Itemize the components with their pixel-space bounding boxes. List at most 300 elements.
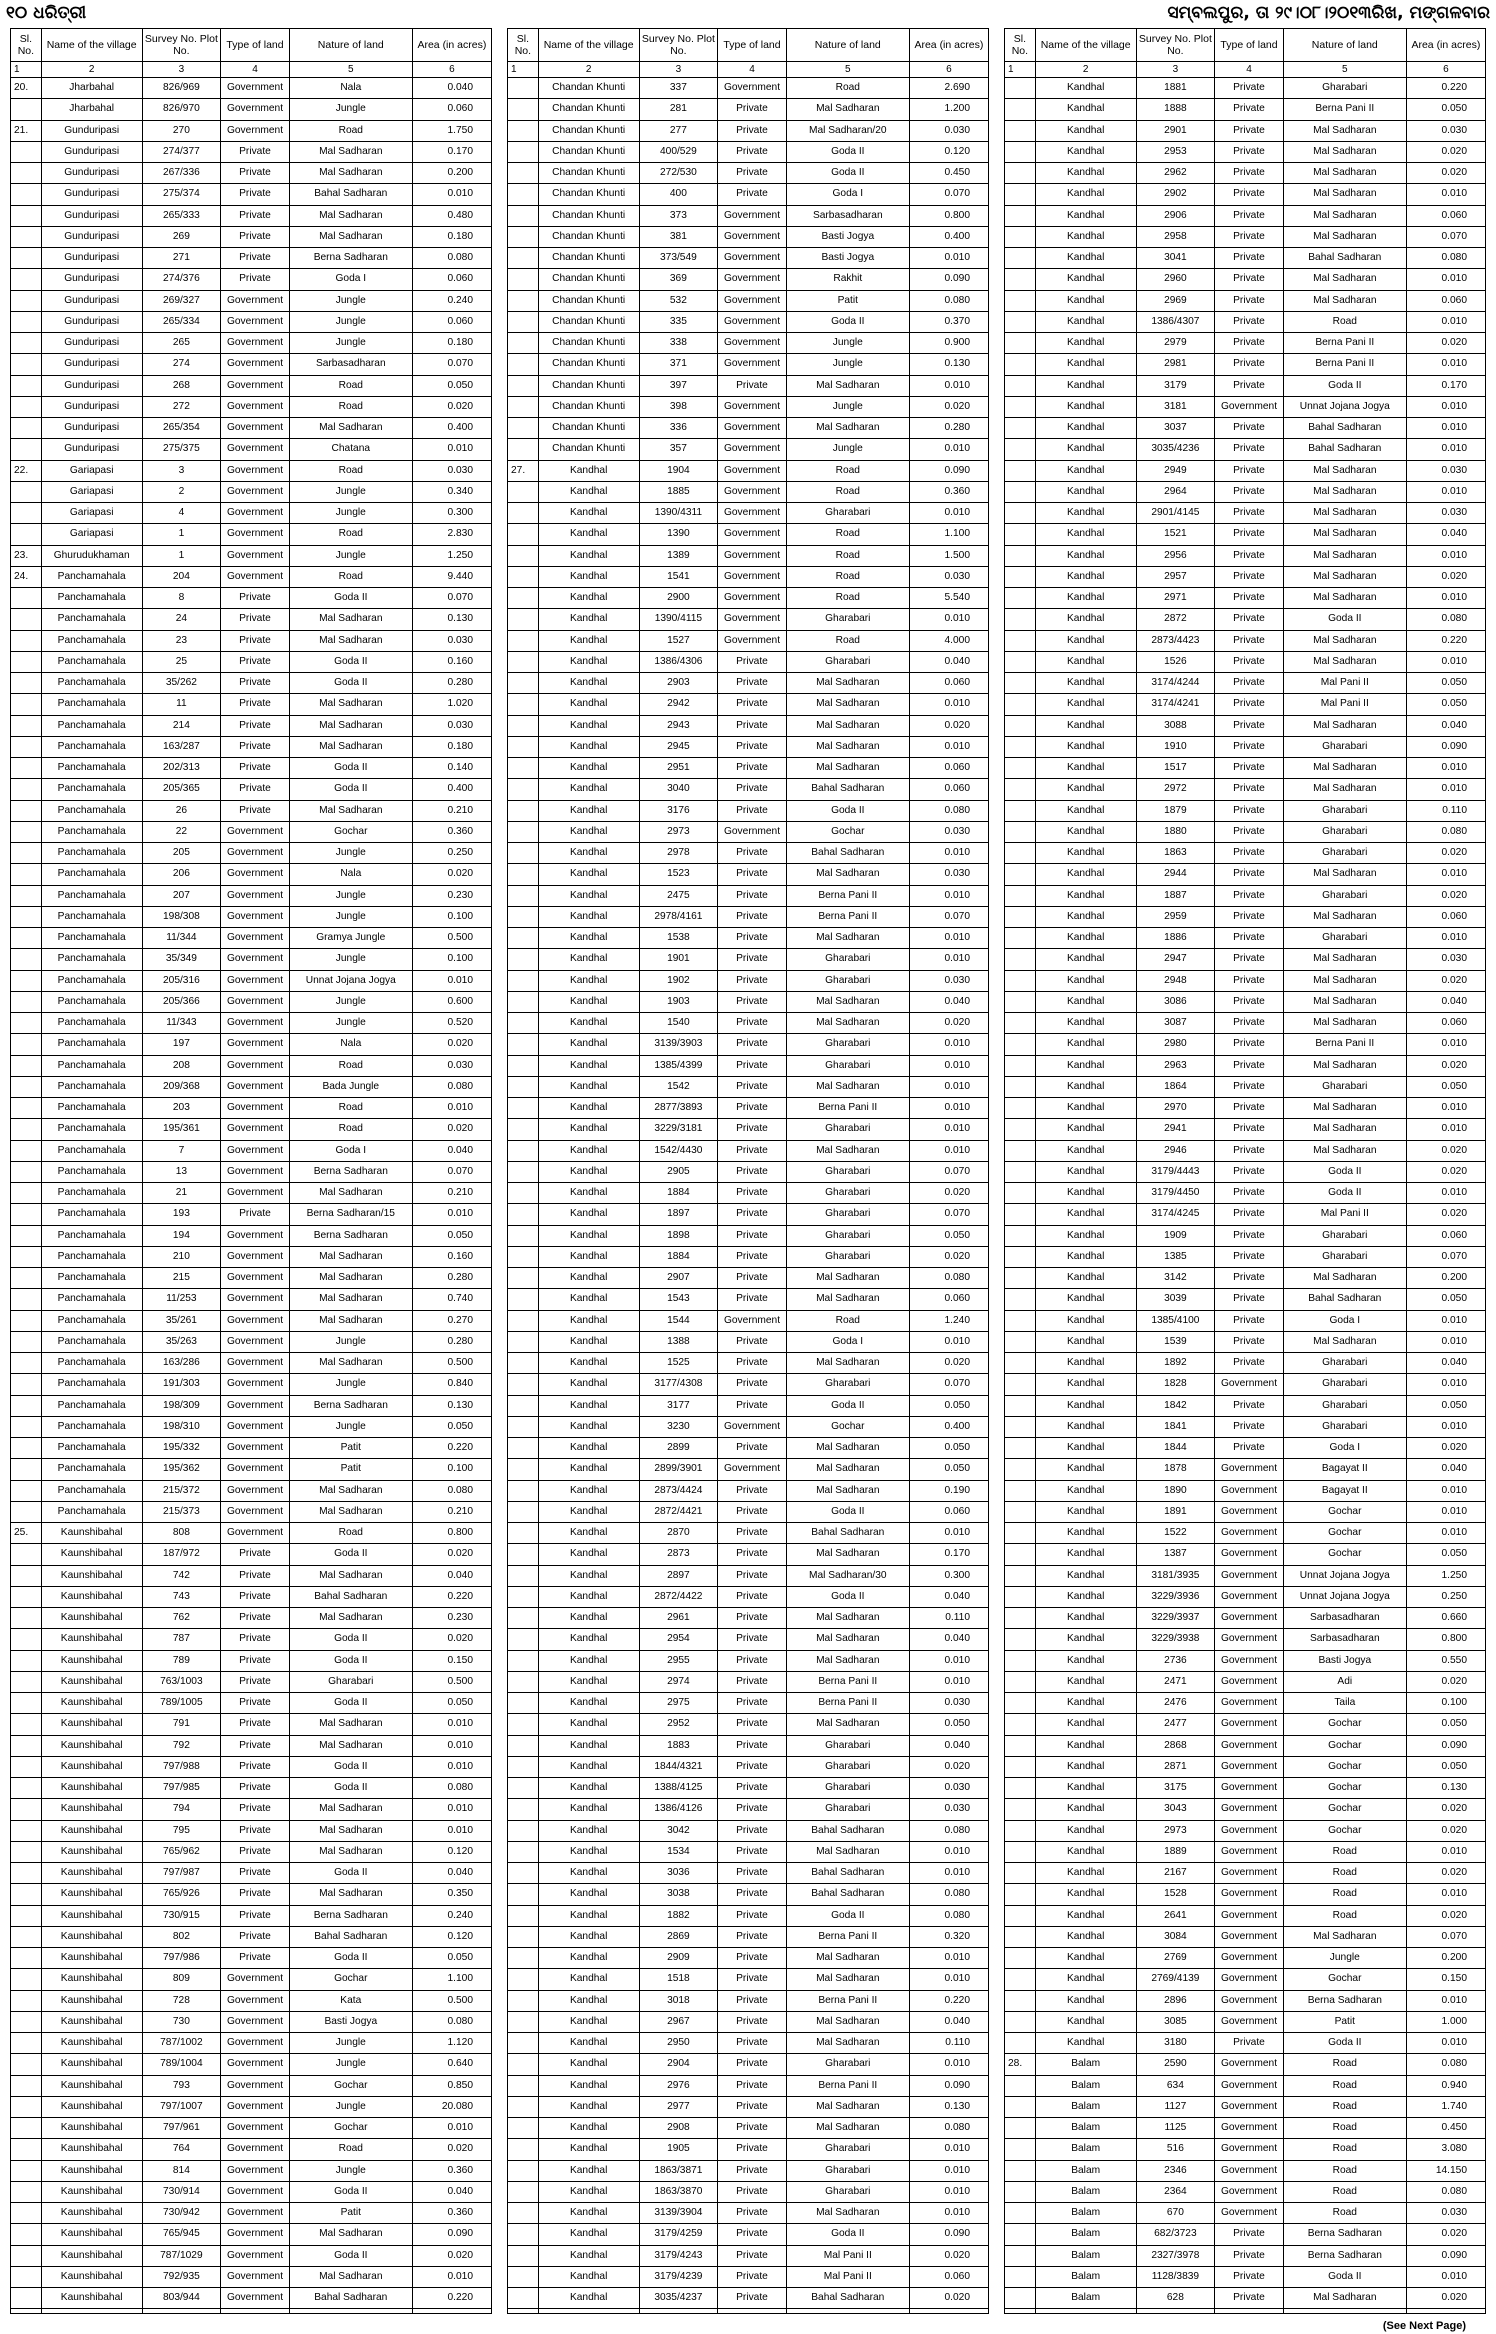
area-cell: 0.740	[412, 1289, 491, 1310]
land-nature-cell: Mal Sadharan	[1283, 1926, 1406, 1947]
survey-plot-cell: 728	[142, 1990, 221, 2011]
land-nature-cell: Mal Sadharan	[289, 2266, 412, 2287]
table-header-row	[1005, 29, 1485, 62]
land-type-cell: Private	[221, 758, 290, 779]
village-name-cell: Kandhal	[538, 1693, 639, 1714]
survey-plot-cell: 3181/3935	[1136, 1565, 1215, 1586]
village-name-cell: Kandhal	[538, 1778, 639, 1799]
land-nature-cell: Nala	[289, 78, 412, 99]
survey-plot-cell: 269/327	[142, 290, 221, 311]
table-row	[508, 2309, 988, 2314]
land-nature-cell: Road	[1283, 311, 1406, 332]
land-type-cell: Government	[1215, 1714, 1284, 1735]
serial-number-cell	[508, 1586, 538, 1607]
survey-plot-cell: 1864	[1136, 1076, 1215, 1097]
area-cell: 0.010	[1406, 758, 1485, 779]
land-nature-cell: Gharabari	[786, 1119, 909, 1140]
land-nature-cell: Gochar	[1283, 1544, 1406, 1565]
land-type-cell: Government	[1215, 2203, 1284, 2224]
area-cell: 5.540	[909, 588, 988, 609]
table-row	[1005, 736, 1485, 757]
land-nature-cell: Gharabari	[786, 2054, 909, 2075]
area-cell: 0.010	[909, 1119, 988, 1140]
land-type-cell: Private	[718, 1268, 787, 1289]
serial-number-cell	[508, 1119, 538, 1140]
survey-plot-cell: 2978/4161	[639, 906, 718, 927]
serial-number-cell	[11, 885, 41, 906]
land-type-cell: Private	[221, 1671, 290, 1692]
table-row	[1005, 1395, 1485, 1416]
village-name-cell: Kandhal	[538, 1204, 639, 1225]
column-header: Survey No. Plot No.	[142, 29, 221, 62]
land-nature-cell: Mal Sadharan	[289, 1841, 412, 1862]
survey-plot-cell: 275/375	[142, 439, 221, 460]
area-cell: 0.100	[412, 1459, 491, 1480]
land-type-cell: Private	[221, 1948, 290, 1969]
survey-plot-cell: 1883	[639, 1735, 718, 1756]
serial-number-cell	[11, 694, 41, 715]
area-cell: 0.020	[909, 1183, 988, 1204]
survey-plot-cell: 730/914	[142, 2181, 221, 2202]
serial-number-cell	[1005, 779, 1035, 800]
area-cell: 0.020	[909, 2288, 988, 2309]
area-cell: 0.010	[1406, 1523, 1485, 1544]
survey-plot-cell: 797/988	[142, 1756, 221, 1777]
survey-plot-cell: 1387	[1136, 1544, 1215, 1565]
serial-number-cell	[508, 418, 538, 439]
serial-number-cell	[11, 163, 41, 184]
serial-number-cell	[1005, 1693, 1035, 1714]
village-name-cell: Kaunshibahal	[41, 2245, 142, 2266]
area-cell: 0.020	[1406, 163, 1485, 184]
survey-plot-cell: 2903	[639, 673, 718, 694]
survey-plot-cell: 826/969	[142, 78, 221, 99]
land-nature-cell: Jungle	[289, 290, 412, 311]
land-type-cell: Private	[1215, 1289, 1284, 1310]
area-cell: 0.010	[909, 736, 988, 757]
land-type-cell: Private	[1215, 1268, 1284, 1289]
village-name-cell: Panchamahala	[41, 588, 142, 609]
serial-number-cell	[508, 1183, 538, 1204]
area-cell: 1.100	[412, 1969, 491, 1990]
serial-number-cell	[1005, 928, 1035, 949]
table-row	[11, 439, 491, 460]
survey-plot-cell: 3142	[1136, 1268, 1215, 1289]
village-name-cell: Panchamahala	[41, 779, 142, 800]
area-cell: 0.020	[1406, 566, 1485, 587]
land-type-cell: Private	[718, 1480, 787, 1501]
land-nature-cell: Mal Sadharan	[1283, 630, 1406, 651]
survey-plot-cell: 808	[142, 1523, 221, 1544]
area-cell: 0.010	[1406, 1034, 1485, 1055]
land-type-cell: Government	[1215, 1693, 1284, 1714]
land-nature-cell: Bagayat II	[1283, 1480, 1406, 1501]
village-name-cell: Jharbahal	[41, 99, 142, 120]
serial-number-cell	[11, 2245, 41, 2266]
village-name-cell: Kandhal	[1035, 439, 1136, 460]
survey-plot-cell: 35/263	[142, 1331, 221, 1352]
table-row	[1005, 1969, 1485, 1990]
serial-number-cell	[1005, 375, 1035, 396]
table-row	[1005, 1480, 1485, 1501]
table-row	[508, 1140, 988, 1161]
village-name-cell: Gunduripasi	[41, 141, 142, 162]
survey-plot-cell: 1388	[639, 1331, 718, 1352]
land-type-cell: Private	[718, 1246, 787, 1267]
area-cell: 1.250	[412, 545, 491, 566]
village-name-cell: Kaunshibahal	[41, 1926, 142, 1947]
page-number-label: ୧୦ ଧରିତ୍ରୀ	[6, 3, 87, 23]
land-type-cell: Government	[221, 311, 290, 332]
serial-number-cell: 21.	[11, 120, 41, 141]
land-nature-cell: Mal Sadharan	[289, 736, 412, 757]
table-row	[508, 1119, 988, 1140]
land-type-cell: Government	[718, 588, 787, 609]
land-nature-cell: Road	[786, 460, 909, 481]
area-cell: 0.100	[412, 949, 491, 970]
table-row	[508, 779, 988, 800]
survey-plot-cell: 1543	[639, 1289, 718, 1310]
table-row	[1005, 1650, 1485, 1671]
survey-plot-cell: 1528	[1136, 1884, 1215, 1905]
area-cell: 0.060	[909, 1501, 988, 1522]
land-nature-cell: Road	[786, 545, 909, 566]
village-name-cell: Kandhal	[538, 821, 639, 842]
serial-number-cell	[1005, 2245, 1035, 2266]
serial-number-cell	[508, 1608, 538, 1629]
land-type-cell: Government	[1215, 1671, 1284, 1692]
land-type-cell: Private	[1215, 205, 1284, 226]
serial-number-cell	[11, 1374, 41, 1395]
survey-plot-cell: 2974	[639, 1671, 718, 1692]
land-nature-cell: Mal Sadharan	[1283, 460, 1406, 481]
survey-plot-cell: 2976	[639, 2075, 718, 2096]
village-name-cell: Kandhal	[538, 1820, 639, 1841]
column-header: Survey No. Plot No.	[1136, 29, 1215, 62]
serial-number-cell	[11, 99, 41, 120]
land-nature-cell: Goda II	[289, 651, 412, 672]
village-name-cell: Panchamahala	[41, 715, 142, 736]
village-name-cell: Kandhal	[538, 1374, 639, 1395]
land-nature-cell: Goda I	[786, 1331, 909, 1352]
land-nature-cell: Chatana	[289, 439, 412, 460]
survey-plot-cell: 2641	[1136, 1905, 1215, 1926]
survey-plot-cell: 765/945	[142, 2224, 221, 2245]
area-cell: 0.040	[1406, 1459, 1485, 1480]
land-type-cell: Government	[1215, 1948, 1284, 1969]
serial-number-cell	[11, 269, 41, 290]
area-cell: 0.080	[909, 1268, 988, 1289]
area-cell: 0.070	[1406, 1246, 1485, 1267]
land-type-cell: Private	[718, 1140, 787, 1161]
serial-number-cell	[1005, 396, 1035, 417]
land-type-cell: Private	[718, 1969, 787, 1990]
land-type-cell: Private	[1215, 673, 1284, 694]
survey-plot-cell: 357	[639, 439, 718, 460]
survey-plot-cell: 1863	[1136, 843, 1215, 864]
land-nature-cell: Goda II	[289, 1650, 412, 1671]
land-type-cell: Private	[718, 1586, 787, 1607]
serial-number-cell	[508, 885, 538, 906]
land-type-cell: Private	[221, 1756, 290, 1777]
table-row	[508, 2139, 988, 2160]
land-type-cell: Private	[1215, 1076, 1284, 1097]
serial-number-cell	[1005, 800, 1035, 821]
land-nature-cell: Mal Sadharan	[1283, 758, 1406, 779]
village-name-cell: Chandan Khunti	[538, 226, 639, 247]
village-name-cell: Chandan Khunti	[538, 311, 639, 332]
table-column-3	[1004, 28, 1486, 2314]
land-nature-cell: Adi	[1283, 1671, 1406, 1692]
village-name-cell: Kandhal	[1035, 1990, 1136, 2011]
land-nature-cell: Mal Sadharan	[289, 163, 412, 184]
area-cell: 0.050	[909, 1459, 988, 1480]
area-cell: 0.010	[909, 843, 988, 864]
area-cell: 0.120	[412, 1926, 491, 1947]
survey-plot-cell: 3174/4245	[1136, 1204, 1215, 1225]
serial-number-cell	[508, 2118, 538, 2139]
area-cell: 0.180	[412, 226, 491, 247]
land-type-cell: Private	[1215, 1416, 1284, 1437]
column-header: Name of the village	[41, 29, 142, 62]
area-cell: 0.170	[909, 1544, 988, 1565]
serial-number-cell	[1005, 163, 1035, 184]
land-nature-cell: Jungle	[289, 99, 412, 120]
survey-plot-cell: 670	[1136, 2203, 1215, 2224]
serial-number-cell	[508, 1841, 538, 1862]
land-type-cell: Government	[718, 1416, 787, 1437]
land-nature-cell: Mal Sadharan	[786, 1841, 909, 1862]
table-row	[1005, 226, 1485, 247]
serial-number-cell	[508, 673, 538, 694]
land-type-cell: Private	[1215, 949, 1284, 970]
land-type-cell: Government	[221, 928, 290, 949]
village-name-cell: Kandhal	[538, 2266, 639, 2287]
area-cell: 0.050	[1406, 1395, 1485, 1416]
survey-plot-cell: 2956	[1136, 545, 1215, 566]
land-nature-cell: Mal Sadharan	[786, 1629, 909, 1650]
land-nature-cell: Nala	[289, 864, 412, 885]
serial-number-cell	[1005, 1735, 1035, 1756]
land-nature-cell: Goda II	[289, 2245, 412, 2266]
column-number: 3	[142, 62, 221, 78]
survey-plot-cell: 198/309	[142, 1395, 221, 1416]
area-cell: 0.030	[1406, 2203, 1485, 2224]
survey-plot-cell: 215/372	[142, 1480, 221, 1501]
table-row	[11, 1140, 491, 1161]
survey-plot-cell: 2868	[1136, 1735, 1215, 1756]
survey-plot-cell: 1386/4306	[639, 651, 718, 672]
serial-number-cell	[1005, 481, 1035, 502]
serial-number-cell	[1005, 2266, 1035, 2287]
survey-plot-cell: 2909	[639, 1948, 718, 1969]
survey-plot-cell: 3035/4236	[1136, 439, 1215, 460]
village-name-cell: Kaunshibahal	[41, 1969, 142, 1990]
land-nature-cell: Gharabari	[1283, 821, 1406, 842]
land-type-cell: Government	[221, 460, 290, 481]
land-type-cell: Private	[221, 800, 290, 821]
survey-plot-cell: 274/376	[142, 269, 221, 290]
serial-number-cell	[508, 1140, 538, 1161]
area-cell: 0.300	[909, 1565, 988, 1586]
village-name-cell: Kandhal	[1035, 120, 1136, 141]
area-cell: 0.030	[1406, 949, 1485, 970]
land-type-cell: Private	[221, 588, 290, 609]
land-nature-cell: Bahal Sadharan	[786, 779, 909, 800]
land-nature-cell: Mal Sadharan/20	[786, 120, 909, 141]
village-name-cell: Kandhal	[1035, 226, 1136, 247]
land-type-cell: Private	[1215, 1013, 1284, 1034]
table-row	[1005, 885, 1485, 906]
serial-number-cell	[508, 1395, 538, 1416]
village-name-cell: Kandhal	[538, 1905, 639, 1926]
serial-number-cell: 25.	[11, 1523, 41, 1544]
village-name-cell: Kandhal	[538, 1225, 639, 1246]
land-nature-cell: Gharabari	[1283, 1353, 1406, 1374]
serial-number-cell	[1005, 524, 1035, 545]
serial-number-cell	[11, 609, 41, 630]
table-row	[1005, 906, 1485, 927]
village-name-cell: Balam	[1035, 2075, 1136, 2096]
village-name-cell: Kandhal	[1035, 1438, 1136, 1459]
serial-number-cell	[508, 2203, 538, 2224]
land-nature-cell: Road	[1283, 2139, 1406, 2160]
table-row	[1005, 1990, 1485, 2011]
land-nature-cell: Mal Sadharan	[289, 205, 412, 226]
area-cell: 0.040	[1406, 991, 1485, 1012]
table-row	[508, 1501, 988, 1522]
land-nature-cell: Mal Sadharan	[289, 2224, 412, 2245]
survey-plot-cell: 2167	[1136, 1863, 1215, 1884]
table-row	[1005, 928, 1485, 949]
land-type-cell: Private	[718, 1055, 787, 1076]
table-row	[11, 800, 491, 821]
area-cell: 0.120	[412, 1841, 491, 1862]
land-nature-cell: Goda I	[289, 1140, 412, 1161]
land-type-cell	[221, 2309, 290, 2314]
area-cell: 0.090	[909, 2075, 988, 2096]
table-row	[508, 1098, 988, 1119]
survey-plot-cell: 792/935	[142, 2266, 221, 2287]
area-cell: 1.120	[412, 2033, 491, 2054]
survey-plot-cell: 762	[142, 1608, 221, 1629]
survey-plot-cell: 1542/4430	[639, 1140, 718, 1161]
survey-plot-cell: 809	[142, 1969, 221, 1990]
survey-plot-cell: 11/344	[142, 928, 221, 949]
village-name-cell: Kandhal	[538, 2288, 639, 2309]
survey-plot-cell: 797/987	[142, 1863, 221, 1884]
column-header: Nature of land	[1283, 29, 1406, 62]
land-type-cell: Government	[221, 1098, 290, 1119]
area-cell: 0.210	[412, 1501, 491, 1522]
area-cell: 20.080	[412, 2096, 491, 2117]
village-name-cell: Gunduripasi	[41, 439, 142, 460]
survey-plot-cell: 2346	[1136, 2160, 1215, 2181]
land-type-cell: Private	[718, 970, 787, 991]
land-nature-cell: Mal Sadharan	[786, 1268, 909, 1289]
land-nature-cell: Road	[786, 524, 909, 545]
village-name-cell: Panchamahala	[41, 1034, 142, 1055]
village-name-cell: Kandhal	[538, 1629, 639, 1650]
table-row	[508, 1948, 988, 1969]
land-type-cell: Private	[1215, 928, 1284, 949]
village-name-cell	[41, 2309, 142, 2314]
area-cell: 0.520	[412, 1013, 491, 1034]
land-type-cell: Private	[1215, 906, 1284, 927]
land-nature-cell: Mal Sadharan	[289, 694, 412, 715]
village-name-cell: Kandhal	[538, 609, 639, 630]
land-nature-cell: Mal Sadharan	[1283, 864, 1406, 885]
village-name-cell: Kandhal	[1035, 843, 1136, 864]
village-name-cell: Kandhal	[1035, 588, 1136, 609]
table-row	[11, 2096, 491, 2117]
area-cell: 0.010	[1406, 481, 1485, 502]
land-type-cell: Private	[1215, 248, 1284, 269]
land-type-cell: Government	[1215, 1799, 1284, 1820]
survey-plot-cell: 3040	[639, 779, 718, 800]
survey-plot-cell: 628	[1136, 2288, 1215, 2309]
serial-number-cell: 23.	[11, 545, 41, 566]
survey-plot-cell: 1910	[1136, 736, 1215, 757]
land-type-cell: Private	[718, 715, 787, 736]
land-nature-cell: Jungle	[786, 396, 909, 417]
village-name-cell: Kandhal	[538, 1289, 639, 1310]
area-cell: 0.220	[1406, 78, 1485, 99]
table-row	[508, 970, 988, 991]
table-row	[1005, 2118, 1485, 2139]
village-name-cell: Panchamahala	[41, 1331, 142, 1352]
serial-number-cell	[1005, 1863, 1035, 1884]
village-name-cell: Kandhal	[538, 1544, 639, 1565]
land-type-cell: Private	[1215, 311, 1284, 332]
village-name-cell: Kandhal	[538, 2033, 639, 2054]
area-cell: 0.010	[1406, 651, 1485, 672]
serial-number-cell	[1005, 1756, 1035, 1777]
land-type-cell: Private	[718, 758, 787, 779]
village-name-cell: Balam	[1035, 2160, 1136, 2181]
table-row	[1005, 290, 1485, 311]
serial-number-cell	[1005, 2096, 1035, 2117]
area-cell: 0.900	[909, 333, 988, 354]
land-nature-cell: Road	[289, 396, 412, 417]
area-cell: 0.100	[1406, 1693, 1485, 1714]
survey-plot-cell: 797/985	[142, 1778, 221, 1799]
land-type-cell: Government	[221, 1353, 290, 1374]
village-name-cell: Kandhal	[1035, 1948, 1136, 1969]
table-row	[1005, 439, 1485, 460]
table-row	[1005, 609, 1485, 630]
village-name-cell: Panchamahala	[41, 1416, 142, 1437]
land-type-cell: Private	[1215, 885, 1284, 906]
area-cell: 0.030	[909, 821, 988, 842]
survey-plot-cell: 3174/4244	[1136, 673, 1215, 694]
serial-number-cell	[508, 609, 538, 630]
land-type-cell: Private	[718, 99, 787, 120]
land-nature-cell: Goda II	[289, 1693, 412, 1714]
table-row	[11, 758, 491, 779]
land-type-cell: Government	[221, 2160, 290, 2181]
area-cell: 0.090	[909, 460, 988, 481]
area-cell: 0.090	[909, 2224, 988, 2245]
survey-plot-cell: 1884	[639, 1183, 718, 1204]
land-type-cell: Private	[718, 864, 787, 885]
land-type-cell: Government	[221, 375, 290, 396]
village-name-cell: Kaunshibahal	[41, 2118, 142, 2139]
column-number: 6	[909, 62, 988, 78]
serial-number-cell	[508, 758, 538, 779]
survey-plot-cell: 268	[142, 375, 221, 396]
area-cell: 0.030	[909, 970, 988, 991]
